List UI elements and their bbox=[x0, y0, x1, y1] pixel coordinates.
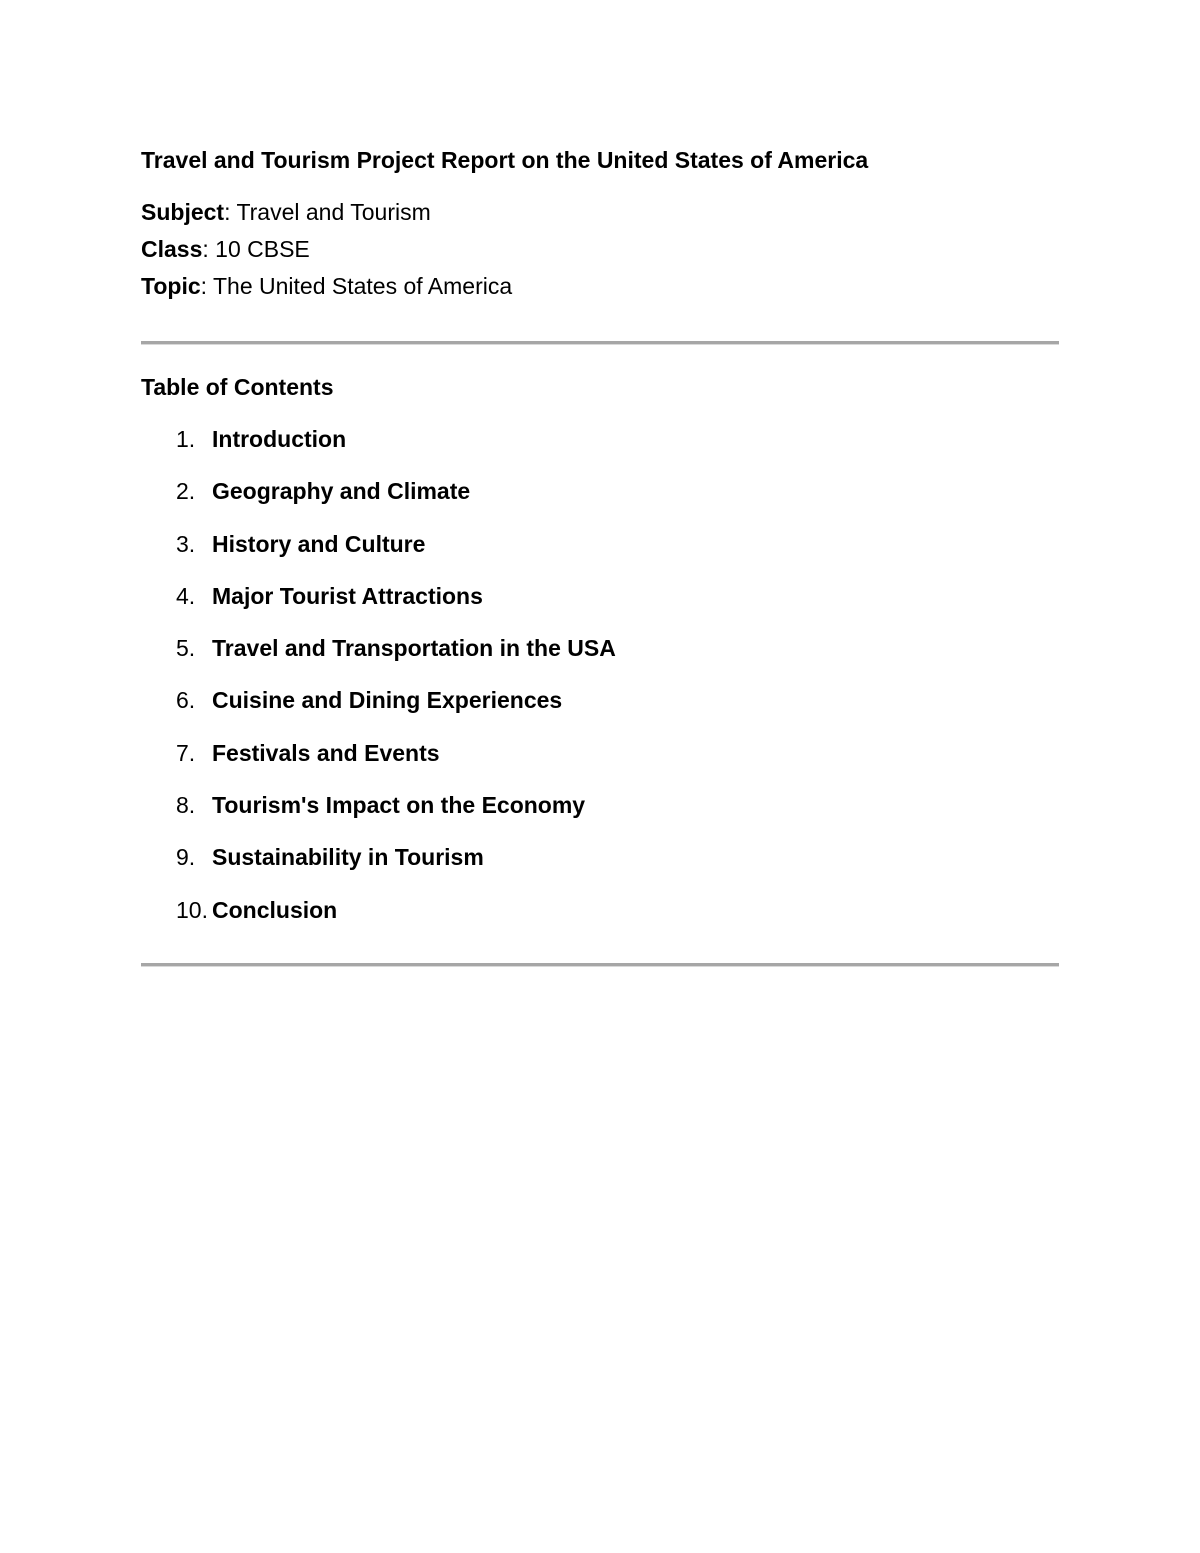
toc-item-label: Festivals and Events bbox=[212, 739, 440, 766]
horizontal-rule-bottom bbox=[141, 963, 1059, 967]
meta-subject-value: Travel and Tourism bbox=[236, 199, 431, 225]
meta-topic bbox=[141, 268, 512, 305]
meta-class-value: 10 CBSE bbox=[215, 236, 310, 262]
toc-item-label: Conclusion bbox=[212, 896, 338, 923]
toc-item-label: Cuisine and Dining Experiences bbox=[212, 687, 563, 714]
toc-item-label: Introduction bbox=[212, 426, 347, 452]
meta-topic-key: Topic bbox=[141, 273, 201, 299]
meta-subject-sep: : bbox=[224, 199, 237, 225]
toc-item-number: 10. bbox=[176, 896, 208, 923]
toc-item-number: 8. bbox=[176, 792, 196, 819]
toc-item-number: 3. bbox=[176, 530, 196, 557]
toc-item-number: 7. bbox=[176, 739, 196, 766]
toc-item-label: Major Tourist Attractions bbox=[212, 582, 483, 609]
meta-class-key: Class bbox=[141, 236, 203, 262]
meta-subject-key: Subject bbox=[141, 199, 225, 225]
meta-topic-sep: : bbox=[200, 273, 213, 299]
toc-item-number: 2. bbox=[176, 478, 196, 505]
meta-class-sep: : bbox=[202, 236, 216, 262]
toc-item-label: Geography and Climate bbox=[212, 478, 471, 505]
toc-item-label: Sustainability in Tourism bbox=[212, 844, 484, 871]
toc-item-label: Tourism's Impact on the Economy bbox=[212, 792, 586, 819]
toc-item-number: 6. bbox=[176, 687, 196, 714]
meta-topic-value: The United States of America bbox=[213, 273, 513, 299]
meta-subject bbox=[141, 194, 512, 231]
toc-item-number: 4. bbox=[176, 582, 196, 609]
meta-class bbox=[141, 231, 512, 268]
toc-item-number: 1. bbox=[176, 426, 196, 452]
toc-item-number: 9. bbox=[176, 844, 196, 871]
horizontal-rule-top bbox=[141, 341, 1059, 345]
toc-heading: Table of Contents bbox=[141, 374, 334, 400]
document-meta bbox=[141, 194, 512, 305]
toc-item-label: History and Culture bbox=[212, 530, 426, 557]
toc-item-label: Travel and Transportation in the USA bbox=[212, 635, 616, 662]
toc-item-number: 5. bbox=[176, 635, 196, 662]
document-title: Travel and Tourism Project Report on the United States of America bbox=[141, 147, 869, 173]
